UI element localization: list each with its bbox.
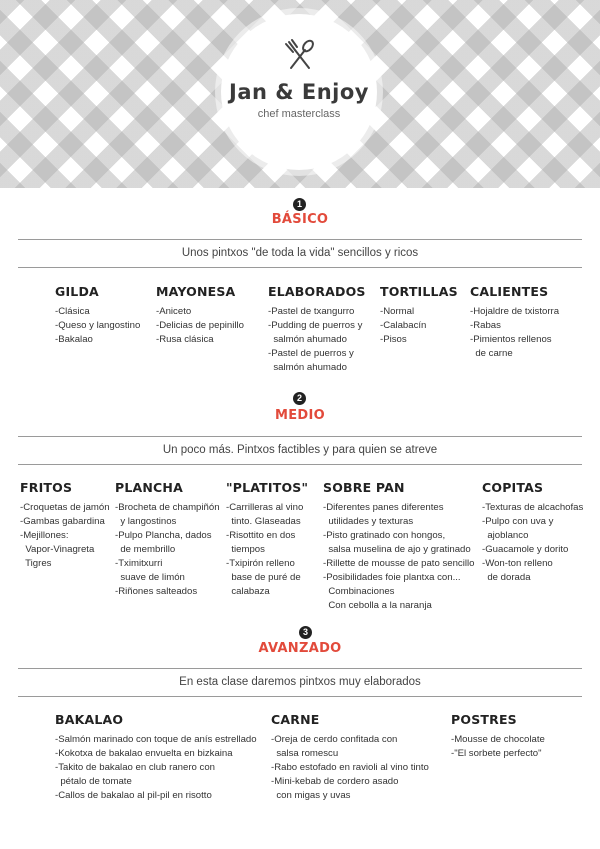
column-title: POSTRES — [451, 712, 517, 727]
column-title: ELABORADOS — [268, 284, 366, 299]
menu-item: -Calabacín — [380, 320, 427, 331]
menu-item: -Queso y langostino — [55, 320, 141, 331]
section-tagline: Un poco más. Pintxos factibles y para quien se atreve — [162, 444, 438, 456]
menu-item: -Pisos — [380, 334, 407, 345]
menu-item: -Rabas — [470, 320, 501, 331]
menu-item: -Pisto gratinado con hongos, salsa muselina de ajo y gratinado — [323, 530, 471, 555]
menu-item: -Pastel de txangurro — [268, 306, 355, 317]
column-title: BAKALAO — [55, 712, 124, 727]
menu-item: -Mini-kebab de cordero asado con migas y uvas — [271, 776, 399, 801]
section-title-medio: MEDIO — [275, 408, 325, 423]
menu-item: -Riñones salteados — [115, 586, 198, 597]
menu-column — [268, 284, 366, 375]
menu-item: -Txipirón relleno base de puré de calabaza — [226, 558, 301, 597]
column-title: CALIENTES — [470, 284, 549, 299]
column-title: SOBRE PAN — [323, 480, 405, 495]
menu-item: -Takito de bakalao en club ranero con pétalo de tomate — [55, 762, 215, 787]
column-title: "PLATITOS" — [226, 480, 309, 495]
menu-item: -"El sorbete perfecto" — [451, 748, 542, 759]
menu-item: -Normal — [380, 306, 415, 317]
divider — [18, 668, 582, 669]
menu-column — [271, 712, 429, 803]
menu-item: -Rillette de mousse de pato sencillo — [323, 558, 475, 569]
menu-item: -Clásica — [55, 306, 90, 317]
menu-item: -Pulpo con uva y ajoblanco — [482, 516, 554, 541]
section-number-2: 2 — [293, 392, 306, 405]
column-title: GILDA — [55, 284, 99, 299]
menu-item: -Guacamole y dorito — [482, 544, 569, 555]
section-tagline: En esta clase daremos pintxos muy elaborados — [179, 676, 421, 688]
menu-column — [451, 712, 545, 761]
menu-item: -Rusa clásica — [156, 334, 214, 345]
menu-column — [115, 480, 220, 599]
column-title: MAYONESA — [156, 284, 236, 299]
section-number-1: 1 — [293, 198, 306, 211]
section-number-3: 3 — [299, 626, 312, 639]
menu-column — [323, 480, 474, 613]
menu-item: -Croquetas de jamón — [20, 502, 110, 513]
menu-column — [482, 480, 583, 585]
menu-item: -Pimientos rellenos de carne — [470, 334, 552, 359]
divider — [18, 239, 582, 240]
menu-column — [470, 284, 559, 361]
fork-spoon-icon — [283, 38, 317, 72]
menu-item: -Diferentes panes diferentes utilidades y texturas — [323, 502, 444, 527]
gingham-header — [0, 0, 600, 188]
menu-item: -Rabo estofado en ravioli al vino tinto — [271, 762, 429, 773]
column-title: CARNE — [271, 712, 320, 727]
menu-item: -Aniceto — [156, 306, 192, 317]
column-title: TORTILLAS — [380, 284, 458, 299]
menu-item: -Risottito en dos tiempos — [226, 530, 296, 555]
section-title-basico: BÁSICO — [271, 212, 329, 227]
menu-item: -Hojaldre de txistorra — [470, 306, 560, 317]
menu-item: -Salmón marinado con toque de anís estrellado — [55, 734, 257, 745]
menu-column — [226, 480, 308, 599]
menu-item: -Mousse de chocolate — [451, 734, 545, 745]
menu-item: -Delicias de pepinillo — [156, 320, 244, 331]
menu-column — [55, 712, 257, 803]
menu-item: -Mejillones: Vapor-Vinagreta Tigres — [20, 530, 95, 569]
divider — [18, 464, 582, 465]
divider — [18, 267, 582, 268]
menu-item: -Brocheta de champiñón y langostinos — [115, 502, 220, 527]
menu-item: -Gambas gabardina — [20, 516, 105, 527]
menu-item: -Oreja de cerdo confitada con salsa romescu — [271, 734, 398, 759]
menu-column — [55, 284, 140, 347]
divider — [18, 436, 582, 437]
menu-column — [380, 284, 458, 347]
menu-item: -Kokotxa de bakalao envuelta en bizkaina — [55, 748, 233, 759]
menu-item: -Pudding de puerros y salmón ahumado — [268, 320, 363, 345]
column-title: PLANCHA — [115, 480, 183, 495]
menu-column — [156, 284, 244, 347]
menu-column — [20, 480, 110, 571]
menu-item: -Posibilidades foie plantxa con... Combinaciones Con cebolla a la naranja — [323, 572, 461, 611]
menu-item: -Callos de bakalao al pil-pil en risotto — [55, 790, 212, 801]
menu-item: -Won-ton relleno de dorada — [482, 558, 553, 583]
menu-item: -Carrilleras al vino tinto. Glaseadas — [226, 502, 304, 527]
menu-item: -Tximitxurri suave de limón — [115, 558, 185, 583]
column-title: COPITAS — [482, 480, 544, 495]
menu-item: -Texturas de alcachofas — [482, 502, 584, 513]
menu-item: -Pastel de puerros y salmón ahumado — [268, 348, 354, 373]
menu-item: -Pulpo Plancha, dados de membrillo — [115, 530, 212, 555]
brand-name: Jan & Enjoy — [229, 80, 369, 104]
brand-subtitle: chef masterclass — [257, 108, 341, 120]
section-title-avanzado: AVANZADO — [258, 641, 342, 656]
section-tagline: Unos pintxos "de toda la vida" sencillos y ricos — [181, 247, 419, 259]
menu-item: -Bakalao — [55, 334, 93, 345]
column-title: FRITOS — [20, 480, 73, 495]
divider — [18, 696, 582, 697]
